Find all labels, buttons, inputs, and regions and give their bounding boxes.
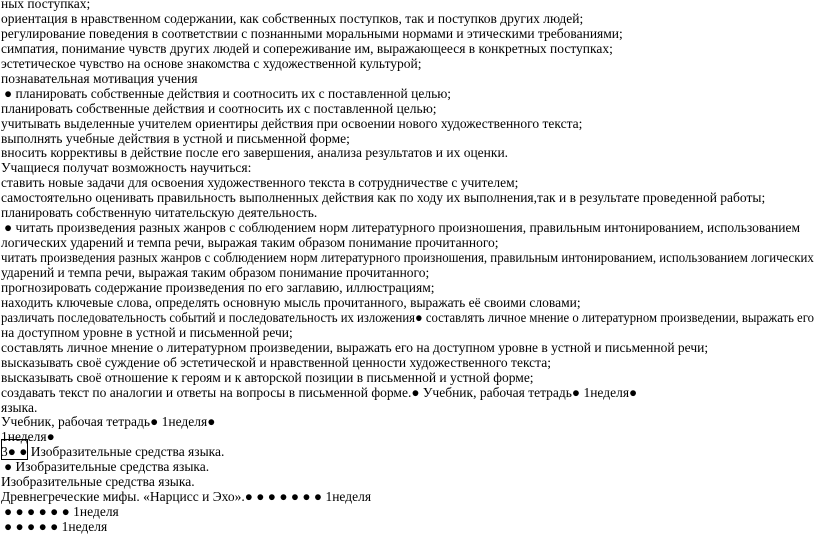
text-line: планировать собственную читательскую деятельность.: [1, 205, 318, 221]
text-line: Древнегреческие мифы. «Нарцисс и Эхо».● ● ● ● ● ● ● 1неделя: [1, 489, 372, 505]
text-line: прогнозировать содержание произведения по его заглавию, иллюстрациям;: [1, 279, 435, 295]
text-line: 1неделя●: [1, 429, 55, 445]
text-line: ударений и темпа речи, выражая таким образом понимание прочитанного;: [1, 265, 430, 280]
bullet-line: ● ● ● ● ● 1неделя: [4, 519, 108, 535]
text-line: ставить новые задачи для освоения художественного текста в сотрудничестве с учителем;: [1, 175, 519, 191]
text-line: читать произведения разных жанров с соблюдением норм литературного произношения, правильным интонированием, использованием логических: [1, 250, 814, 266]
bullet-line: ● Изобразительные средства языка.: [4, 459, 210, 475]
text-line: высказывать своё отношение к героям и к авторской позиции в письменной и устной форме;: [1, 369, 534, 385]
text-line: выполнять учебные действия в устной и письменной форме;: [1, 130, 350, 146]
bullet-line: ● планировать собственные действия и соотносить их с поставленной целью;: [4, 85, 452, 101]
text-line: на доступном уровне в устной и письменной речи;: [1, 324, 293, 340]
text-line: Учебник, рабочая тетрадь● 1неделя●: [1, 414, 216, 430]
text-line: создавать текст по аналогии и ответы на вопросы в письменной форме.● Учебник, рабочая тетрадь● 1неделя●: [1, 384, 638, 400]
text-line: эстетическое чувство на основе знакомства с художественной культурой;: [1, 55, 422, 71]
text-line: различать последовательность событий и последовательность их изложения● составлять личное мнение о литературном произведении, выражать его: [1, 309, 814, 325]
text-line: ориентация в нравственном содержании, как собственных поступков, так и поступков других людей;: [1, 10, 584, 26]
text-line: регулирование поведения в соответствии с познанными моральными нормами и этическими требованиями;: [1, 25, 623, 41]
bullet-line: ● читать произведения разных жанров с соблюдением норм литературного произношения, правильным интонированием, использованием: [4, 220, 801, 236]
text-line: составлять личное мнение о литературном произведении, выражать его на доступном уровне в устной и письменной речи;: [1, 339, 709, 355]
text-line: логических ударений и темпа речи, выражая таким образом понимание прочитанного;: [1, 235, 499, 251]
text-line: находить ключевые слова, определять основную мысль прочитанного, выражать её своими словами;: [1, 294, 581, 310]
text-line: самостоятельно оценивать правильность выполненных действия как по ходу их выполнения,так и в результате проведенной работы;: [1, 190, 766, 206]
text-line: вносить коррективы в действие после его завершения, анализа результатов и их оценки.: [1, 145, 509, 161]
text-line: планировать собственные действия и соотносить их с поставленной целью;: [1, 100, 437, 116]
text-line: познавательная мотивация учения: [1, 70, 198, 86]
text-line: симпатия, понимание чувств других людей и сопереживание им, выражающееся в конкретных поступках;: [1, 40, 613, 56]
text-line: языка.: [1, 399, 38, 415]
text-line: учитывать выделенные учителем ориентиры действия при освоении нового художественного текста;: [1, 115, 583, 131]
text-line: ных поступках;: [1, 0, 91, 11]
bullet-line: ● ● ● ● ● ● 1неделя: [4, 504, 119, 520]
text-line: Учащиеся получат возможность научиться:: [1, 160, 252, 176]
text-line: высказывать своё суждение об эстетической и нравственной ценности художественного текста;: [1, 354, 551, 370]
text-line: 3● ● Изобразительные средства языка.: [1, 444, 225, 460]
text-line: Изобразительные средства языка.: [1, 474, 195, 490]
